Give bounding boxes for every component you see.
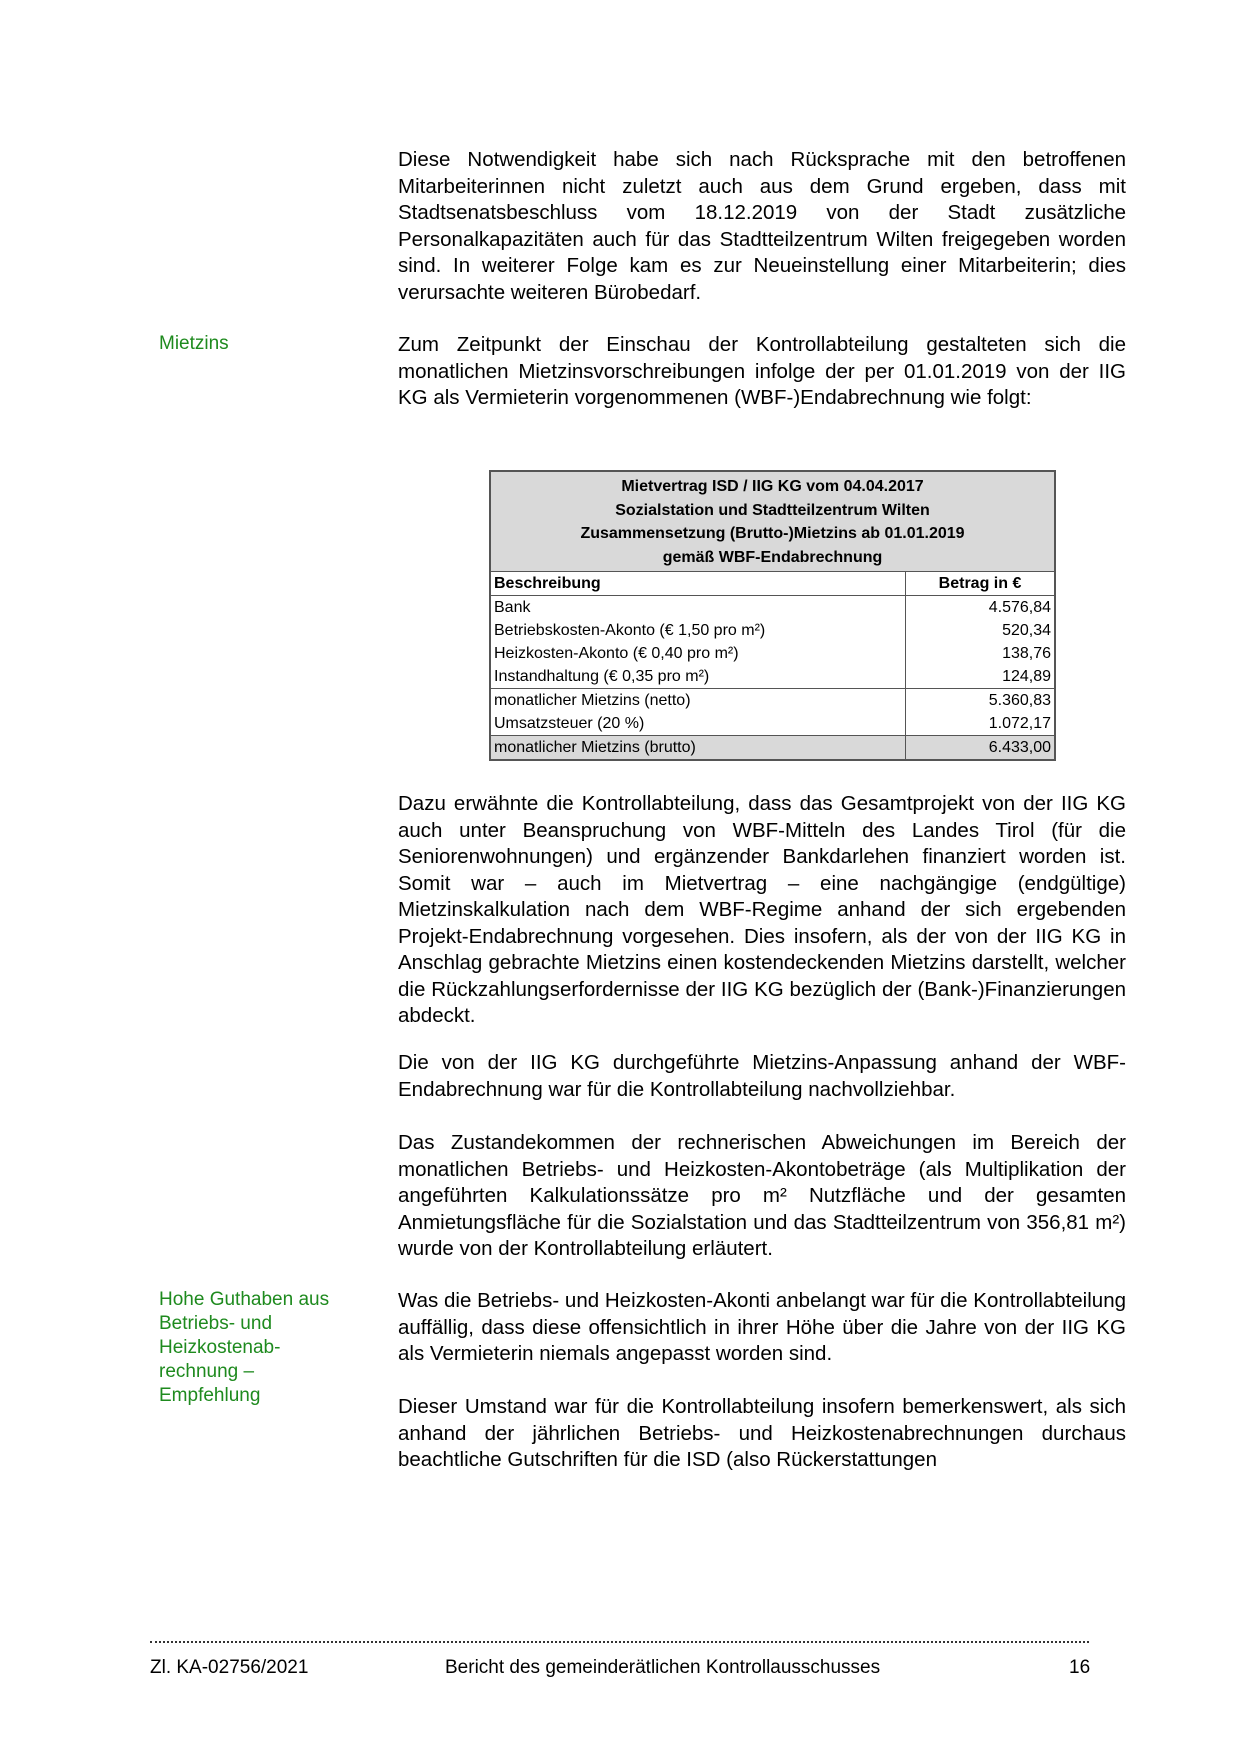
row-amount: 4.576,84: [906, 596, 1055, 620]
table-title-line: Sozialstation und Stadtteilzentrum Wilten: [615, 501, 930, 519]
paragraph-mietzinsvorschreibungen: Zum Zeitpunkt der Einschau der Kontrollabteilung gestalteten sich die monatlichen Mietzinsvorschreibungen infolge der per 01.01.2019 von der IIG KG als Vermieterin vorgenommenen (WBF-)Endabrechnung wie folgt:: [398, 333, 1126, 409]
footer-title: Bericht des gemeinderätlichen Kontrollausschusses: [445, 1657, 881, 1678]
column-header-amount: Betrag in €: [906, 572, 1055, 596]
paragraph-abweichungen: Das Zustandekommen der rechnerischen Abweichungen im Bereich der monatlichen Betriebs- und Heizkosten-Akontobeträge (als Multiplikation der angeführten Kalkulationssätze pro m² Nutzfläche und der gesamten Anmietungsfläche für die Sozialstation und das Stadtteilzentrum von 356,81 m²) wurde von der Kontrollabteilung erläutert.: [398, 1131, 1126, 1260]
table-row: [491, 665, 1054, 689]
footer-divider: [150, 1641, 1089, 1643]
table-title-line: Zusammensetzung (Brutto-)Mietzins ab 01.01.2019: [580, 525, 965, 542]
table-title-line: Mietvertrag ISD / IIG KG vom 04.04.2017: [621, 478, 924, 495]
table-row: [491, 619, 1054, 642]
row-label: Umsatzsteuer (20 %): [494, 714, 645, 732]
row-amount: 6.433,00: [906, 736, 1055, 760]
row-label: Instandhaltung (€ 0,35 pro m²): [494, 667, 710, 685]
page-number: 16: [1069, 1657, 1091, 1678]
table-row-subtotal: [491, 689, 1054, 713]
row-amount: 5.360,83: [906, 689, 1055, 713]
paragraph-umstand: Dieser Umstand war für die Kontrollabteilung insofern bemerkenswert, als sich anhand der jährlichen Betriebs- und Heizkostenabrechnungen durchaus beachtliche Gutschriften für die ISD (also Rückerstattungen: [398, 1395, 1126, 1471]
row-amount: 124,89: [906, 665, 1055, 689]
footer-reference: Zl. KA-02756/2021: [150, 1657, 309, 1678]
row-amount: 1.072,17: [906, 712, 1055, 736]
margin-note-mietzins: Mietzins: [159, 333, 229, 354]
paragraph-mietzins-anpassung: Die von der IIG KG durchgeführte Mietzins-Anpassung anhand der WBF-Endabrechnung war für die Kontrollabteilung nachvollziehbar.: [398, 1051, 1126, 1101]
table-title-line: gemäß WBF-Endabrechnung: [662, 548, 883, 566]
row-label: monatlicher Mietzins (brutto): [491, 736, 906, 760]
row-label: Bank: [494, 598, 531, 616]
row-amount: 520,34: [906, 619, 1055, 642]
table-row-total: [491, 736, 1054, 760]
paragraph-personalkapazitaeten: Diese Notwendigkeit habe sich nach Rücksprache mit den betroffenen Mitarbeiterinnen nicht zuletzt auch aus dem Grund ergeben, dass mit Stadtsenatsbeschluss vom 18.12.2019 von der Stadt zusätzliche Personalkapazitäten auch für das Stadtteilzentrum Wilten freigegeben worden sind. In weiterer Folge kam es zur Neueinstellung einer Mitarbeiterin; dies verursachte weiteren Bürobedarf.: [398, 148, 1126, 304]
rent-composition-table: [489, 470, 1056, 761]
row-label: Heizkosten-Akonto (€ 0,40 pro m²): [494, 644, 739, 662]
table-title: [491, 472, 1054, 572]
margin-note-guthaben: Hohe Guthaben aus Betriebs- und Heizkostenab-rechnung – Empfehlung: [159, 1289, 330, 1406]
table-row: [491, 596, 1054, 620]
row-label: monatlicher Mietzins (netto): [491, 689, 906, 713]
table-row: [491, 712, 1054, 736]
rent-table-body: [491, 572, 1054, 759]
table-row: [491, 642, 1054, 665]
row-amount: 138,76: [906, 642, 1055, 665]
paragraph-akonti: Was die Betriebs- und Heizkosten-Akonti anbelangt war für die Kontrollabteilung auffällig, dass diese offensichtlich in ihrer Höhe über die Jahre von der IIG KG als Vermieterin niemals angepasst worden sind.: [398, 1289, 1126, 1365]
row-label: Betriebskosten-Akonto (€ 1,50 pro m²): [494, 621, 766, 639]
paragraph-gesamtprojekt: Dazu erwähnte die Kontrollabteilung, dass das Gesamtprojekt von der IIG KG auch unter Beanspruchung von WBF-Mitteln des Landes Tirol (für die Seniorenwohnungen) und ergänzender Bankdarlehen finanziert worden ist. Somit war – auch im Mietvertrag – eine nachgängige (endgültige) Mietzinskalkulation nach dem WBF-Regime anhand der sich ergebenden Projekt-Endabrechnung vorgesehen. Dies insofern, als der von der IIG KG in Anschlag gebrachte Mietzins einen kostendeckenden Mietzins darstellt, welcher die Rückzahlungserfordernisse der IIG KG bezüglich der (Bank-)Finanzierungen abdeckt.: [398, 792, 1126, 1027]
column-header-description: Beschreibung: [491, 572, 906, 596]
table-header-row: [491, 572, 1054, 596]
